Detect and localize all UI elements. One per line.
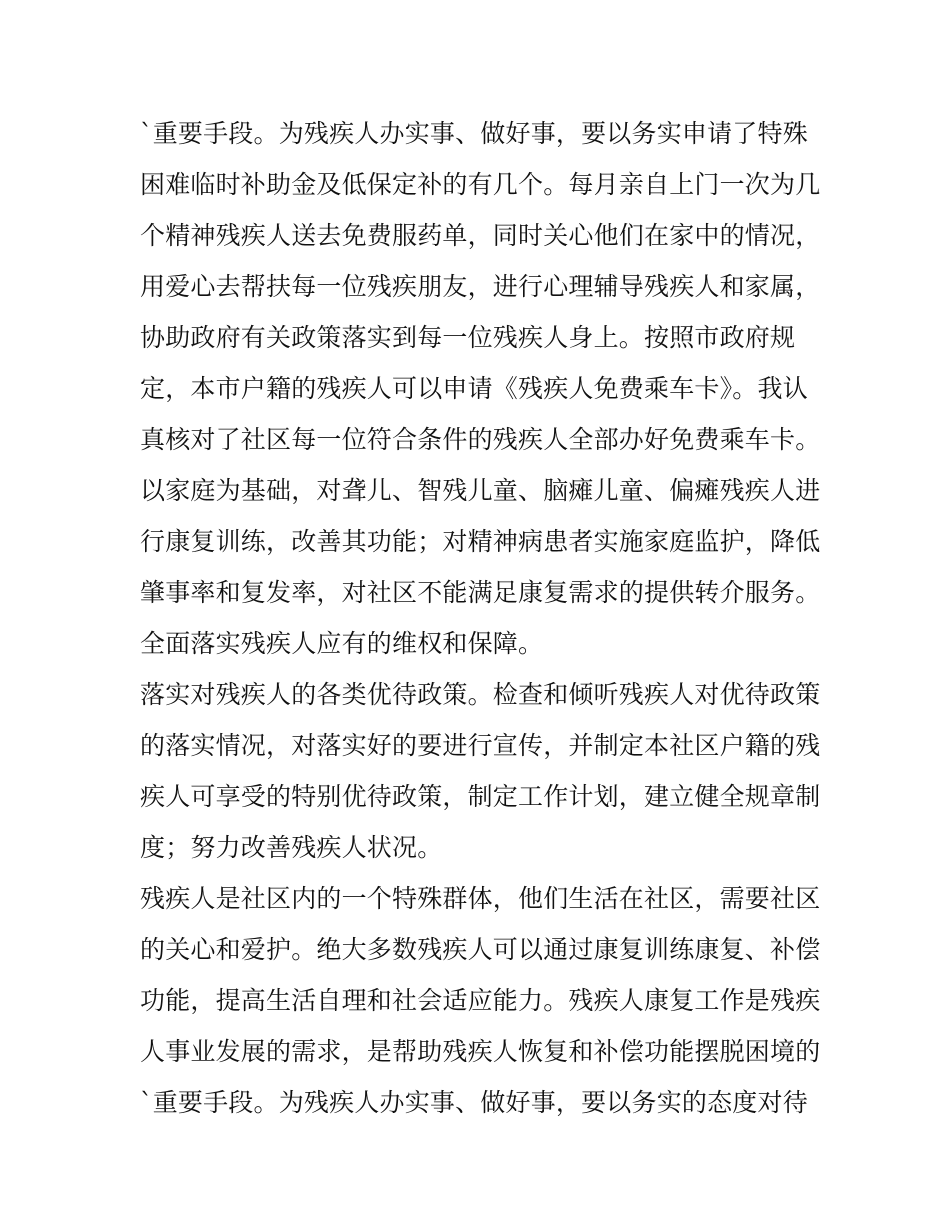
text-line: 功能，提高生活自理和社会适应能力。残疾人康复工作是残疾: [140, 986, 820, 1015]
text-line: 以家庭为基础，对聋儿、智残儿童、脑瘫儿童、偏瘫残疾人进: [140, 476, 820, 505]
text-line: 协助政府有关政策落实到每一位残疾人身上。按照市政府规: [140, 323, 796, 352]
text-line: 度；努力改善残疾人状况。: [140, 833, 443, 862]
text-line: 困难临时补助金及低保定补的有几个。每月亲自上门一次为几: [140, 170, 820, 199]
text-line: 用爱心去帮扶每一位残疾朋友，进行心理辅导残疾人和家属，: [140, 272, 820, 301]
text-line: `重要手段。为残疾人办实事、做好事，要以务实的态度对待: [140, 1088, 808, 1117]
text-line: 落实对残疾人的各类优待政策。检查和倾听残疾人对优待政策: [140, 680, 820, 709]
text-line: 的关心和爱护。绝大多数残疾人可以通过康复训练康复、补偿: [140, 935, 820, 964]
text-line: 个精神残疾人送去免费服药单，同时关心他们在家中的情况，: [140, 221, 820, 250]
text-line: 全面落实残疾人应有的维权和保障。: [140, 629, 544, 658]
text-line: 疾人可享受的特别优待政策，制定工作计划，建立健全规章制: [140, 782, 820, 811]
text-line: 肇事率和复发率，对社区不能满足康复需求的提供转介服务。: [140, 578, 820, 607]
text-line: 人事业发展的需求，是帮助残疾人恢复和补偿功能摆脱困境的: [140, 1037, 820, 1066]
text-line: 的落实情况，对落实好的要进行宣传，并制定本社区户籍的残: [140, 731, 820, 760]
text-line: 真核对了社区每一位符合条件的残疾人全部办好免费乘车卡。: [140, 425, 820, 454]
document-body: [140, 108, 820, 1128]
text-line: 定，本市户籍的残疾人可以申请《残疾人免费乘车卡》。我认: [140, 374, 808, 403]
text-line: `重要手段。为残疾人办实事、做好事，要以务实申请了特殊: [140, 119, 808, 148]
text-line: 残疾人是社区内的一个特殊群体，他们生活在社区，需要社区: [140, 884, 820, 913]
text-line: 行康复训练，改善其功能；对精神病患者实施家庭监护，降低: [140, 527, 820, 556]
